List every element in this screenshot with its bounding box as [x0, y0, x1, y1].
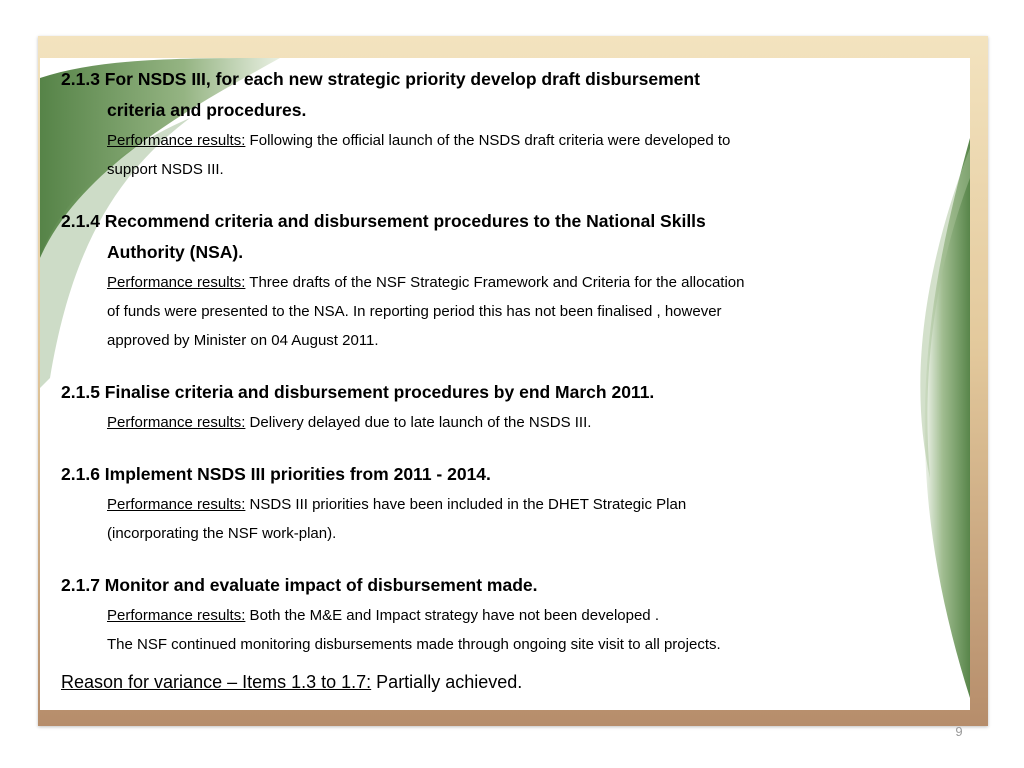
performance-results-label: Performance results: — [107, 496, 246, 513]
performance-results-text: approved by Minister on 04 August 2011. — [107, 332, 379, 349]
performance-results — [61, 268, 941, 297]
performance-results-text: Three drafts of the NSF Strategic Framework and Criteria for the allocation — [245, 274, 745, 291]
performance-results — [61, 490, 941, 519]
performance-results-label: Performance results: — [107, 414, 246, 431]
performance-results-label: Performance results: — [107, 607, 246, 624]
item-2-1-5 — [61, 377, 941, 437]
item-heading: 2.1.5 Finalise criteria and disbursement procedures by end March 2011. — [61, 382, 655, 402]
reason-for-variance — [61, 667, 941, 697]
item-heading: 2.1.3 For NSDS III, for each new strategic priority develop draft disbursement — [61, 69, 700, 89]
performance-results — [61, 408, 941, 437]
performance-results-text: Delivery delayed due to late launch of the NSDS III. — [245, 414, 592, 431]
item-2-1-6 — [61, 459, 941, 548]
performance-results-text: Both the M&E and Impact strategy have not been developed . — [245, 607, 659, 624]
performance-results-text: The NSF continued monitoring disbursements made through ongoing site visit to all projects. — [107, 636, 721, 653]
performance-results-text: support NSDS III. — [107, 161, 224, 178]
performance-results-text: NSDS III priorities have been included in the DHET Strategic Plan — [245, 496, 687, 513]
slide-panel — [40, 58, 970, 710]
reason-label: Reason for variance – Items 1.3 to 1.7: — [61, 672, 372, 692]
performance-results-text: of funds were presented to the NSA. In reporting period this has not been finalised , however — [107, 303, 722, 320]
item-2-1-3 — [61, 64, 941, 184]
item-heading: 2.1.4 Recommend criteria and disbursement procedures to the National Skills — [61, 211, 706, 231]
item-heading: 2.1.7 Monitor and evaluate impact of disbursement made. — [61, 575, 538, 595]
page-number: 9 — [955, 724, 963, 739]
item-2-1-7 — [61, 570, 941, 659]
item-heading: 2.1.6 Implement NSDS III priorities from 2011 - 2014. — [61, 464, 491, 484]
content-area — [61, 64, 941, 697]
item-heading-continued: Authority (NSA). — [107, 242, 244, 262]
item-2-1-4 — [61, 206, 941, 355]
performance-results-label: Performance results: — [107, 274, 246, 291]
performance-results-text: (incorporating the NSF work-plan). — [107, 525, 337, 542]
performance-results — [61, 126, 941, 155]
reason-value: Partially achieved. — [371, 672, 523, 692]
performance-results-text: Following the official launch of the NSDS draft criteria were developed to — [245, 132, 731, 149]
performance-results-label: Performance results: — [107, 132, 246, 149]
performance-results — [61, 601, 941, 630]
item-heading-continued: criteria and procedures. — [107, 100, 307, 120]
